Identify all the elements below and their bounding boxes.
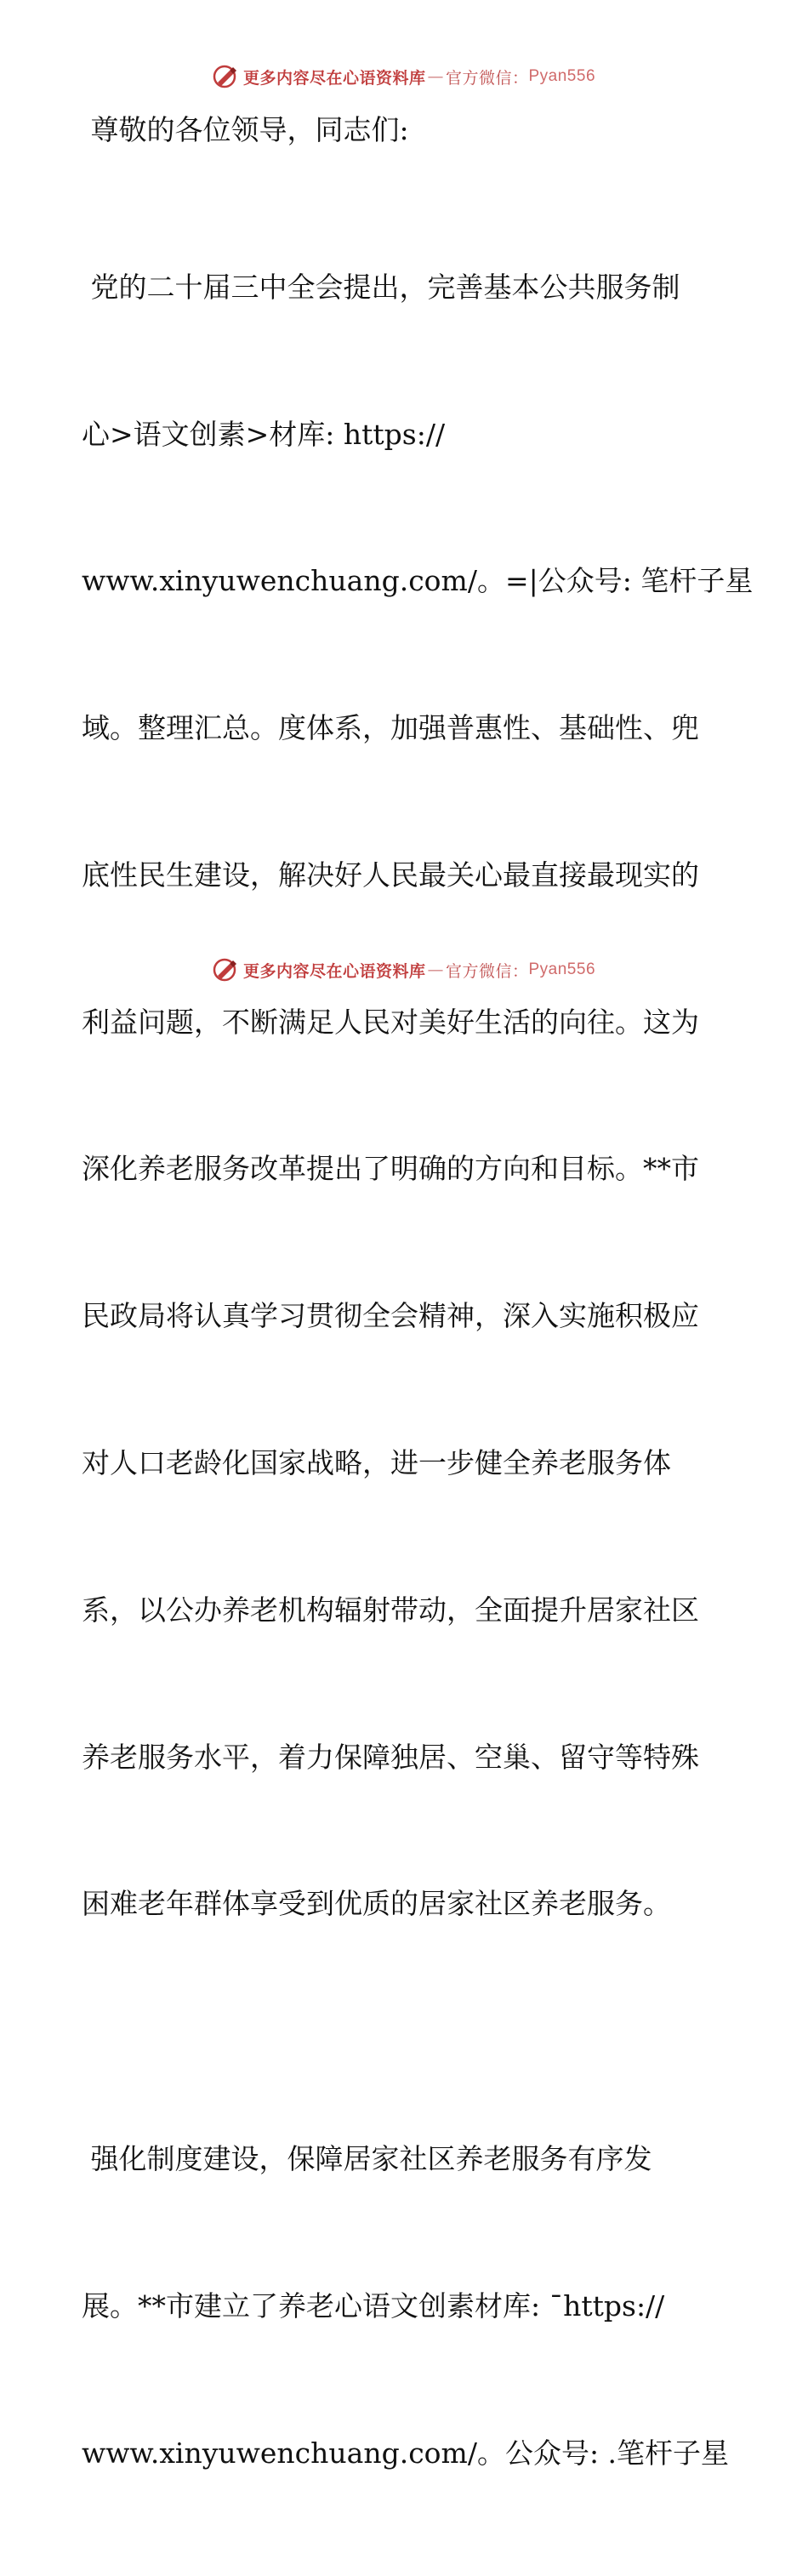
text-line: 域。整理汇总。度体系，加强普惠性、基础性、兜 [82, 711, 699, 745]
watermark-dash: — [427, 960, 444, 979]
text-line: 困难老年群体享受到优质的居家社区养老服务。 [82, 1887, 671, 1921]
text-line: www.xinyuwenchuang.com/。公众号: .笔杆子星 [82, 2436, 730, 2470]
watermark-wechat-label: 官方微信： [445, 961, 529, 981]
watermark-main-text: 更多内容尽在心语资料库 [242, 68, 426, 88]
text-line: 底性民生建设，解决好人民最关心最直接最现实的 [82, 858, 699, 892]
text-line: 党的二十届三中全会提出，完善基本公共服务制 [82, 270, 680, 304]
watermark-wechat-id: Pyan556 [528, 960, 596, 978]
text-line: www.xinyuwenchuang.com/。=|公众号: 笔杆子星 [82, 564, 754, 598]
text-line: 深化养老服务改革提出了明确的方向和目标。**市 [82, 1152, 699, 1186]
text-line: 心>语文创素>材库: https:// [82, 417, 446, 451]
watermark-wechat-label: 官方微信： [445, 68, 529, 88]
text-line: 对人口老龄化国家战略，进一步健全养老服务体 [82, 1446, 671, 1480]
greeting-line: 尊敬的各位领导，同志们: [82, 113, 409, 146]
text-line: 强化制度建设，保障居家社区养老服务有序发 [82, 2142, 652, 2176]
top-watermark-banner [0, 60, 808, 94]
document-body [82, 105, 754, 2576]
pen-seal-icon [213, 64, 238, 89]
text-line: 养老服务水平，着力保障独居、空巢、留守等特殊 [82, 1740, 699, 1774]
watermark-main-text: 更多内容尽在心语资料库 [242, 961, 426, 981]
paragraph-1 [82, 165, 754, 2027]
pen-seal-icon [213, 957, 238, 983]
paragraph-2 [82, 2037, 728, 2576]
text-line: 利益问题，不断满足人民对美好生活的向往。这为 [82, 1005, 699, 1039]
text-line: 系，以公办养老机构辐射带动，全面提升居家社区 [82, 1593, 699, 1627]
text-line: 民政局将认真学习贯彻全会精神，深入实施积极应 [82, 1299, 699, 1333]
watermark-wechat-id: Pyan556 [528, 67, 596, 85]
bottom-watermark-banner [0, 953, 808, 987]
text-line: 展。**市建立了养老心语文创素材库: ¯https:// [82, 2289, 665, 2323]
watermark-dash: — [427, 67, 444, 86]
